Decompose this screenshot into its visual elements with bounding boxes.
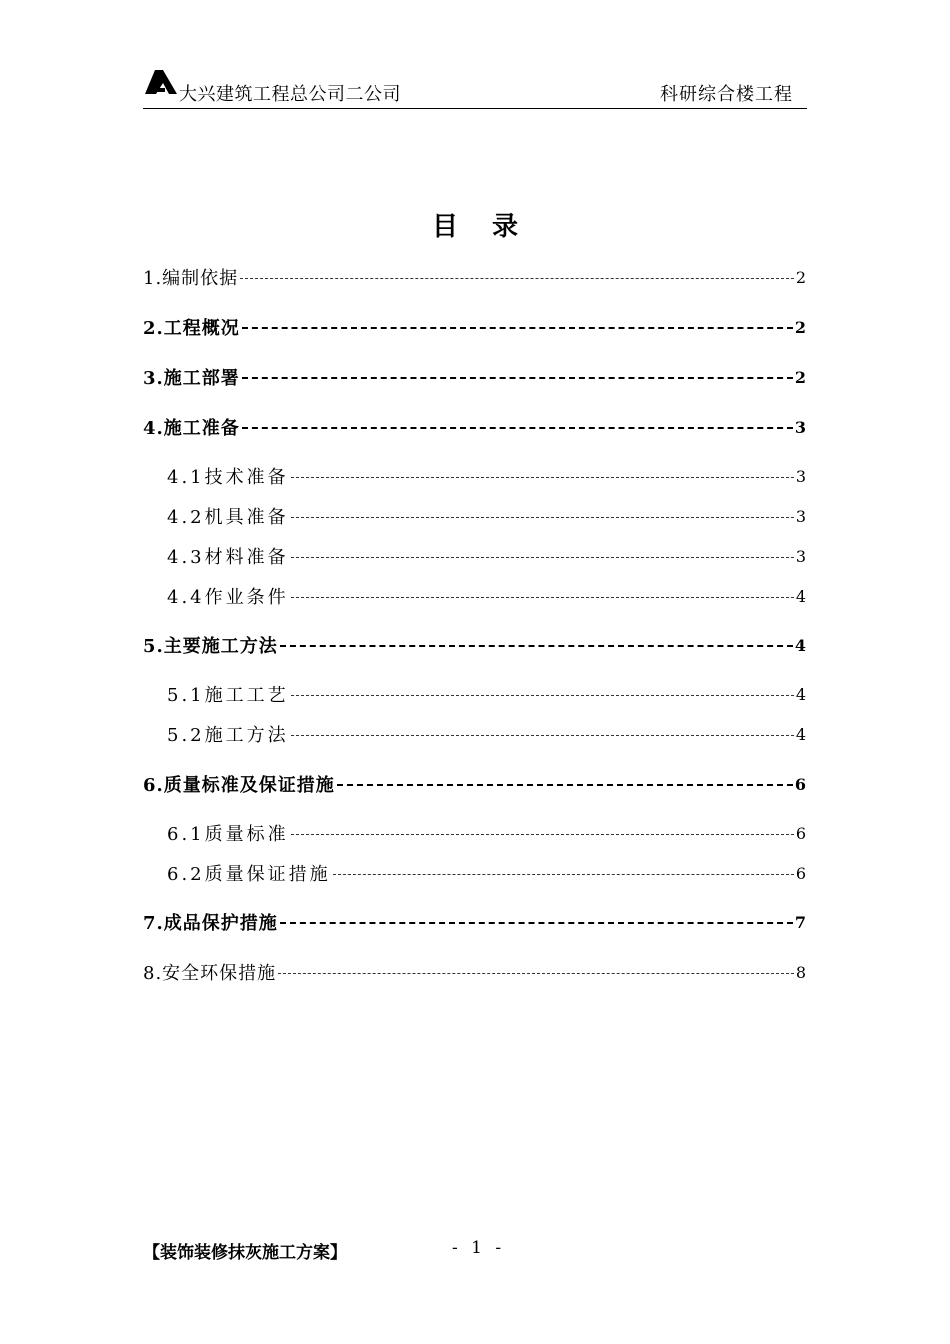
company-logo-icon: [143, 68, 179, 98]
toc-leader-line: [278, 973, 794, 974]
page-header: [143, 66, 807, 109]
toc-entry-page: 8: [795, 962, 806, 982]
company-name: 大兴建筑工程总公司二公司: [179, 84, 401, 105]
toc-entry-label: 5.主要施工方法: [143, 636, 278, 657]
toc-entry-page: 3: [795, 466, 806, 486]
toc-leader-line: [242, 327, 793, 329]
toc-entry[interactable]: [143, 364, 806, 390]
toc-entry[interactable]: [167, 860, 806, 886]
toc-entry[interactable]: [143, 909, 806, 935]
toc-leader-line: [291, 517, 794, 518]
toc-entry[interactable]: [143, 414, 806, 440]
toc-entry[interactable]: [167, 503, 806, 529]
toc-entry-page: 4: [795, 586, 806, 606]
project-name: 科研综合楼工程: [660, 84, 793, 105]
toc-leader-line: [291, 557, 794, 558]
toc-leader-line: [240, 278, 794, 279]
toc-leader-line: [291, 735, 794, 736]
toc-entry-page: 4: [795, 724, 806, 744]
toc-entry-label: 7.成品保护措施: [143, 913, 278, 934]
toc-entry-label: 6.2质量保证措施: [167, 864, 331, 885]
toc-leader-line: [242, 427, 793, 429]
toc-entry[interactable]: [143, 771, 806, 797]
document-name: 【装饰装修抹灰施工方案】: [143, 1243, 347, 1263]
toc-entry[interactable]: [167, 681, 806, 707]
toc-entry-page: 2: [795, 267, 806, 287]
toc-leader-line: [291, 834, 794, 835]
toc-entry-page: 6: [795, 823, 806, 843]
toc-entry-page: 3: [795, 546, 806, 566]
toc-entry[interactable]: [143, 264, 806, 290]
toc-entry-label: 3.施工部署: [143, 368, 240, 389]
toc-title: 目录: [431, 212, 552, 242]
toc-entry-page: 2: [794, 367, 806, 387]
toc-entry[interactable]: [167, 543, 806, 569]
toc-entry[interactable]: [167, 463, 806, 489]
toc-entry[interactable]: [143, 959, 806, 985]
toc-entry-label: 4.2机具准备: [167, 507, 289, 528]
toc-entry-label: 6.1质量标准: [167, 824, 289, 845]
toc-entry-label: 4.施工准备: [143, 418, 240, 439]
toc-entry-label: 1.编制依据: [143, 268, 239, 289]
toc-entry-page: 6: [795, 863, 806, 883]
toc-entry-label: 2.工程概况: [143, 318, 240, 339]
toc-entry-page: 7: [794, 912, 806, 932]
toc-leader-line: [291, 477, 794, 478]
toc-leader-line: [337, 784, 793, 786]
page-number: - 1 -: [452, 1238, 506, 1258]
toc-leader-line: [242, 377, 793, 379]
toc-entry[interactable]: [167, 583, 806, 609]
toc-entry-page: 4: [795, 684, 806, 704]
toc-leader-line: [280, 922, 793, 924]
toc-entry-label: 6.质量标准及保证措施: [143, 775, 335, 796]
toc-entry-label: 5.2施工方法: [167, 725, 289, 746]
toc-entry-label: 4.3材料准备: [167, 547, 289, 568]
toc-entry-label: 4.4作业条件: [167, 587, 289, 608]
toc-entry-label: 8.安全环保措施: [143, 963, 277, 984]
toc-entry-label: 5.1施工工艺: [167, 685, 289, 706]
toc-leader-line: [280, 645, 793, 647]
toc-entry-page: 3: [795, 506, 806, 526]
toc-entry[interactable]: [167, 820, 806, 846]
toc-entry[interactable]: [143, 632, 806, 658]
toc-entry-label: 4.1技术准备: [167, 467, 289, 488]
toc-entry-page: 4: [794, 635, 806, 655]
toc-entry-page: 2: [794, 317, 806, 337]
toc-entry-page: 3: [794, 417, 806, 437]
toc-leader-line: [291, 695, 794, 696]
toc-entry-page: 6: [794, 774, 806, 794]
toc-entry[interactable]: [167, 721, 806, 747]
toc-entry[interactable]: [143, 314, 806, 340]
toc-leader-line: [291, 597, 794, 598]
toc-leader-line: [333, 874, 794, 875]
